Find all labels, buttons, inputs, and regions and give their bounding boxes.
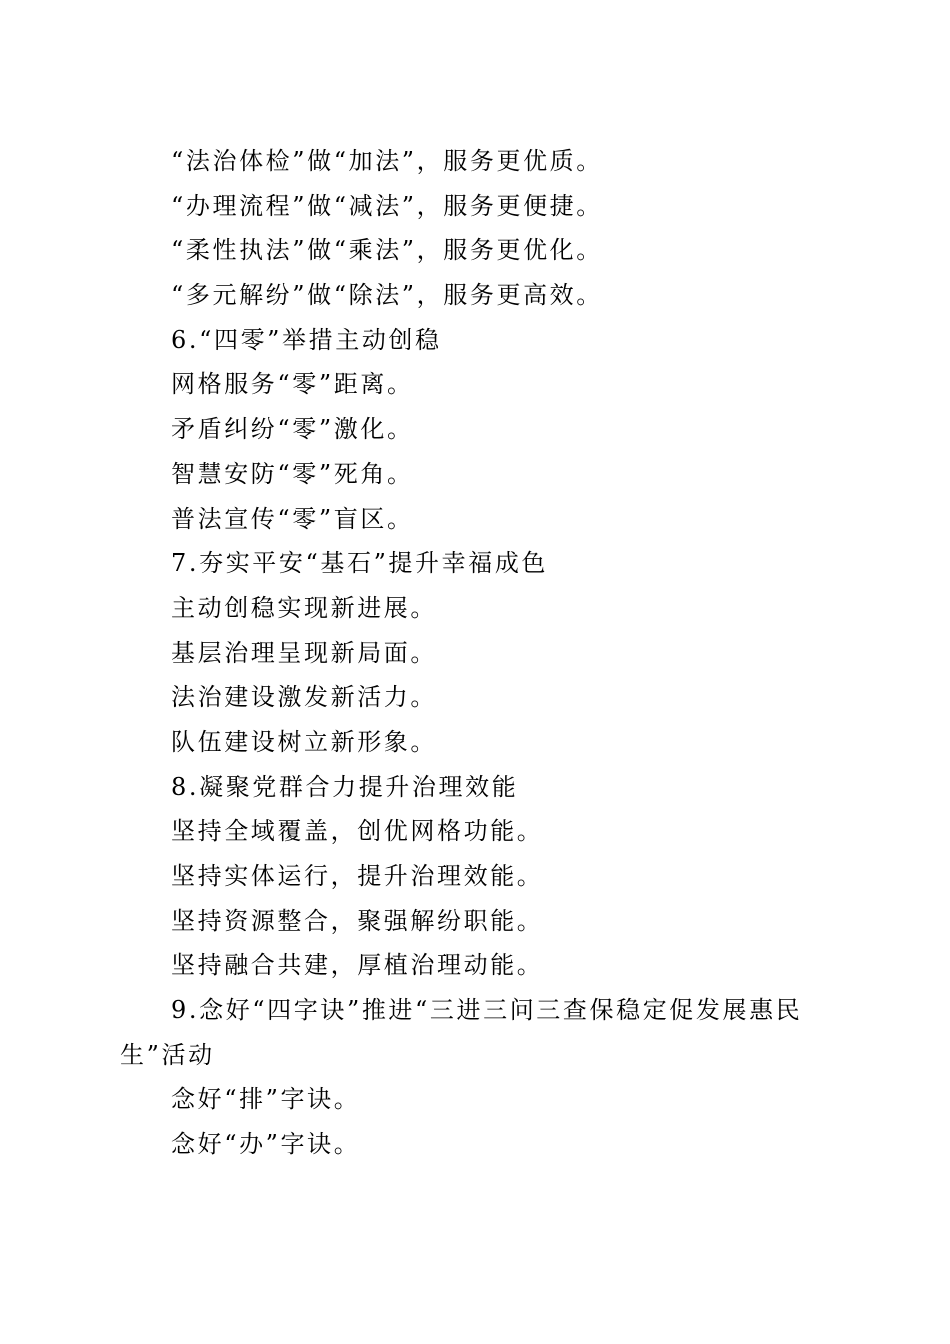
paragraph-line: 矛盾纠纷“零”激化。 — [171, 415, 414, 444]
paragraph-line: “柔性执法”做“乘法”，服务更优化。 — [171, 236, 603, 265]
paragraph-line: “多元解纷”做“除法”，服务更高效。 — [171, 281, 603, 310]
paragraph-line: 主动创稳实现新进展。 — [171, 593, 437, 622]
section-heading-7: 7.夯实平安“基石”提升幸福成色 — [171, 549, 549, 578]
section-heading-9-continuation: 生”活动 — [120, 1040, 215, 1069]
paragraph-line: 智慧安防“零”死角。 — [171, 459, 414, 488]
section-heading-9: 9.念好“四字诀”推进“三进三问三查保稳定促发展惠民 — [171, 996, 803, 1025]
paragraph-line: 念好“办”字诀。 — [171, 1130, 361, 1159]
paragraph-line: 基层治理呈现新局面。 — [171, 638, 437, 667]
paragraph-line: 坚持资源整合，聚强解纷职能。 — [171, 906, 544, 935]
paragraph-line: 队伍建设树立新形象。 — [171, 727, 437, 756]
paragraph-line: 法治建设激发新活力。 — [171, 683, 437, 712]
paragraph-line: 坚持全域覆盖，创优网格功能。 — [171, 817, 544, 846]
paragraph-line: 坚持融合共建，厚植治理动能。 — [171, 951, 544, 980]
paragraph-line: 网格服务“零”距离。 — [171, 370, 414, 399]
paragraph-line: 普法宣传“零”盲区。 — [171, 504, 414, 533]
paragraph-line: “办理流程”做“减法”，服务更便捷。 — [171, 191, 603, 220]
paragraph-line: 念好“排”字诀。 — [171, 1085, 361, 1114]
paragraph-line: “法治体检”做“加法”，服务更优质。 — [171, 147, 603, 175]
section-heading-8: 8.凝聚党群合力提升治理效能 — [171, 772, 519, 801]
paragraph-line: 坚持实体运行，提升治理效能。 — [171, 862, 544, 890]
document-body — [120, 139, 830, 1167]
section-heading-6: 6.“四零”举措主动创稳 — [171, 325, 442, 354]
